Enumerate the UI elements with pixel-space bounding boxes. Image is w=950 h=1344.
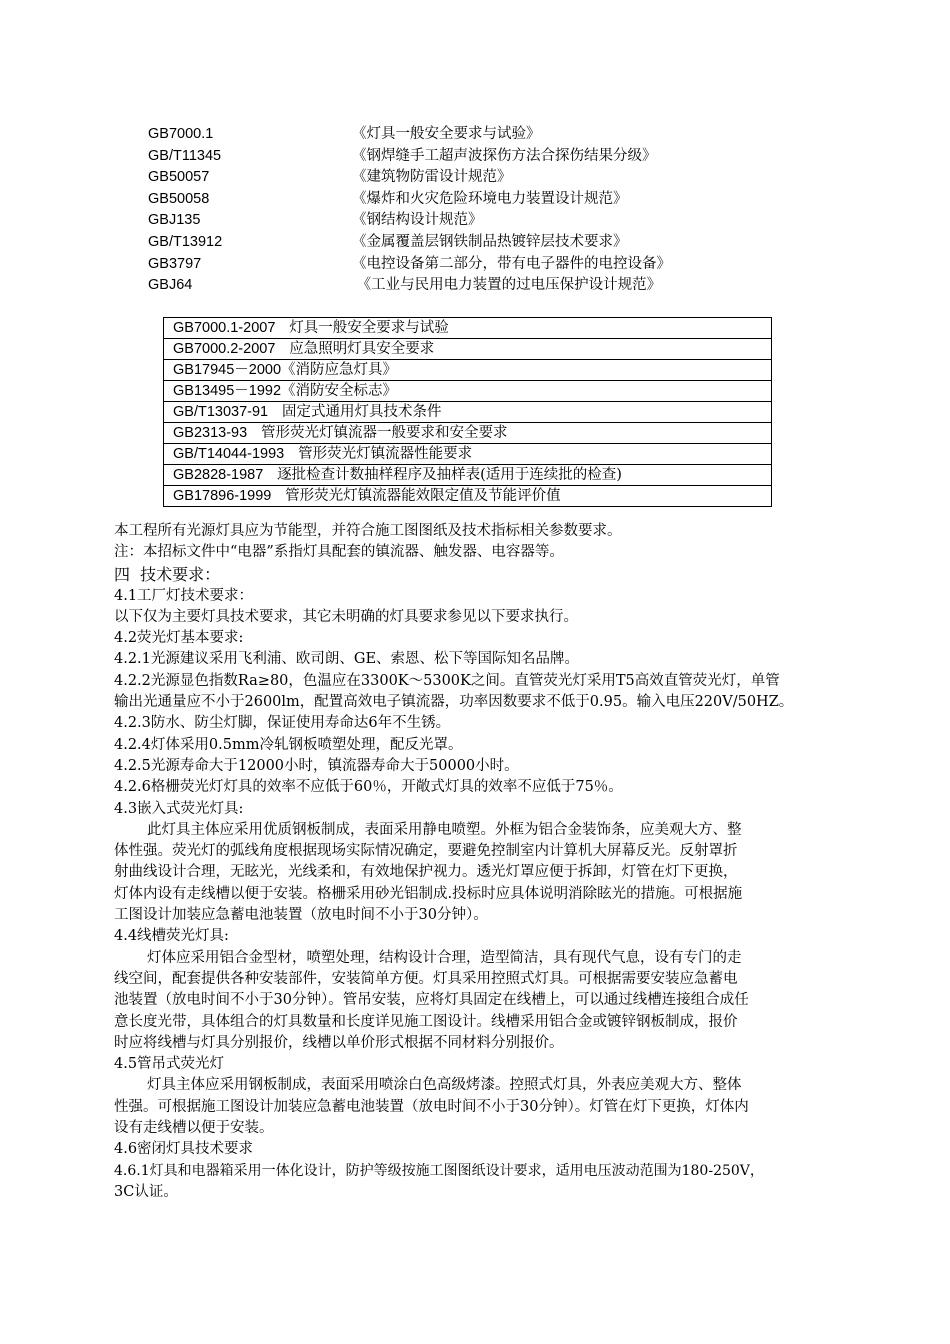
paragraph-4-2-2-line1: 4.2.2光源显色指数Ra≥80，色温应在3300K～5300K之间。直管荧光灯采用T5高效直管荧光灯，单管 bbox=[114, 672, 780, 689]
standard-title: 《消防安全标志》 bbox=[281, 383, 398, 399]
heading-4-4: 4.4线槽荧光灯具: bbox=[114, 928, 229, 945]
standard-title: 《金属覆盖层钢铁制品热镀锌层技术要求》 bbox=[352, 233, 628, 250]
table-cell bbox=[164, 318, 772, 339]
standard-code: GB50058 bbox=[148, 190, 210, 207]
table-cell bbox=[164, 381, 772, 402]
standards-list-row bbox=[148, 124, 848, 146]
standard-title: 管形荧光灯镇流器性能要求 bbox=[284, 446, 473, 462]
body-text bbox=[114, 521, 846, 1203]
standard-title: 《电控设备第二部分，带有电子器件的电控设备》 bbox=[352, 255, 671, 272]
standard-code: GB/T13912 bbox=[148, 233, 223, 250]
heading-4-5: 4.5管吊式荧光灯 bbox=[114, 1056, 225, 1073]
standard-code: GB3797 bbox=[148, 255, 202, 272]
paragraph-energy: 本工程所有光源灯具应为节能型，并符合施工图图纸及技术指标相关参数要求。 bbox=[114, 523, 622, 539]
standard-code: GB/T11345 bbox=[148, 147, 222, 164]
table-row bbox=[164, 444, 772, 465]
heading-4-2: 4.2荧光灯基本要求: bbox=[114, 630, 244, 647]
standard-code: GB17945－2000 bbox=[173, 362, 282, 378]
paragraph-4-4-line3: 池装置（放电时间不小于30分钟）。管吊安装，应将灯具固定在线槽上，可以通过线槽连接组合成任 bbox=[114, 992, 749, 1009]
paragraph-4-1: 以下仅为主要灯具技术要求，其它未明确的灯具要求参见以下要求执行。 bbox=[114, 608, 578, 625]
table-row bbox=[164, 360, 772, 381]
standard-title: 管形荧光灯镇流器一般要求和安全要求 bbox=[247, 425, 508, 441]
standards-list-row bbox=[148, 254, 848, 276]
table-row bbox=[164, 423, 772, 444]
standards-list-row bbox=[148, 189, 848, 211]
table-row bbox=[164, 465, 772, 486]
paragraph-4-2-4: 4.2.4灯体采用0.5mm冷轧钢板喷塑处理，配反光罩。 bbox=[114, 736, 463, 753]
table-cell bbox=[164, 339, 772, 360]
table-row bbox=[164, 402, 772, 423]
standard-title: 固定式通用灯具技术条件 bbox=[268, 404, 442, 420]
standard-code: GB7000.1-2007 bbox=[173, 320, 276, 336]
standard-code: GB2828-1987 bbox=[173, 467, 264, 483]
paragraph-4-5-line1: 灯具主体应采用钢板制成，表面采用喷涂白色高级烤漆。控照式灯具，外表应美观大方、整体 bbox=[147, 1077, 742, 1094]
heading-4-3: 4.3嵌入式荧光灯具: bbox=[114, 800, 244, 817]
standard-code: GBJ64 bbox=[148, 277, 193, 294]
paragraph-4-2-2-line2: 输出光通量应不小于2600lm，配置高效电子镇流器，功率因数要求不低于0.95。输入电压220V/50HZ。 bbox=[114, 694, 794, 711]
standard-title: 《钢焊缝手工超声波探伤方法合探伤结果分级》 bbox=[352, 147, 657, 164]
paragraph-4-3-line1: 此灯具主体应采用优质钢板制成，表面采用静电喷塑。外框为铝合金装饰条，应美观大方、整 bbox=[147, 821, 742, 838]
paragraph-4-5-line2: 性强。可根据施工图设计加装应急蓄电池装置（放电时间不小于30分钟）。灯管在灯下更换，灯体内 bbox=[114, 1098, 749, 1115]
standard-title: 《消防应急灯具》 bbox=[281, 362, 398, 378]
table-cell bbox=[164, 465, 772, 486]
standard-code: GB2313-93 bbox=[173, 425, 248, 441]
standard-title: 《建筑物防雷设计规范》 bbox=[352, 169, 512, 186]
table-cell bbox=[164, 402, 772, 423]
table-cell bbox=[164, 444, 772, 465]
paragraph-note: 注：本招标文件中“电器”系指灯具配套的镇流器、触发器、电容器等。 bbox=[114, 544, 564, 561]
standards-list-row bbox=[148, 232, 848, 254]
standard-code: GB7000.1 bbox=[148, 126, 214, 142]
standard-title: 《爆炸和火灾危险环境电力装置设计规范》 bbox=[352, 190, 628, 207]
standard-code: GB50057 bbox=[148, 169, 210, 186]
heading-4-1: 4.1工厂灯技术要求： bbox=[114, 587, 254, 604]
standard-code: GB13495－1992 bbox=[173, 383, 282, 399]
standard-title: 《工业与民用电力装置的过电压保护设计规范》 bbox=[352, 277, 662, 294]
paragraph-4-3-line2: 体性强。荧光灯的弧线角度根据现场实际情况确定，要避免控制室内计算机大屏幕反光。反射罩折 bbox=[114, 843, 738, 860]
paragraph-4-3-line3: 射曲线设计合理，无眩光，光线柔和，有效地保护视力。透光灯罩应便于拆卸，灯管在灯下更换， bbox=[114, 864, 738, 881]
paragraph-4-2-6: 4.2.6格栅荧光灯灯具的效率不应低于60％，开敞式灯具的效率不应低于75％。 bbox=[114, 779, 623, 796]
paragraph-4-4-line4: 意长度光带，具体组合的灯具数量和长度详见施工图设计。线槽采用铝合金或镀锌钢板制成，报价 bbox=[114, 1013, 738, 1030]
paragraph-4-2-1: 4.2.1光源建议采用飞利浦、欧司朗、GE、索恩、松下等国际知名品牌。 bbox=[114, 651, 580, 668]
section-heading-4: 四 技术要求： bbox=[114, 564, 221, 584]
standard-title: 逐批检查计数抽样程序及抽样表(适用于连续批的检查) bbox=[263, 467, 622, 483]
standard-code: GB17896-1999 bbox=[173, 488, 272, 504]
standard-title: 灯具一般安全要求与试验 bbox=[275, 320, 449, 336]
paragraph-4-2-5: 4.2.5光源寿命大于12000小时，镇流器寿命大于50000小时。 bbox=[114, 757, 519, 774]
standards-list-row bbox=[148, 210, 848, 232]
standard-code: GB7000.2-2007 bbox=[173, 341, 276, 357]
standards-table bbox=[163, 317, 772, 507]
standards-list-row bbox=[148, 275, 848, 297]
standard-code: GBJ135 bbox=[148, 212, 201, 229]
standard-title: 《灯具一般安全要求与试验》 bbox=[352, 126, 541, 142]
paragraph-4-4-line5: 时应将线槽与灯具分别报价，线槽以单价形式根据不同材料分别报价。 bbox=[114, 1034, 564, 1051]
heading-4-6: 4.6密闭灯具技术要求 bbox=[114, 1141, 254, 1158]
standards-list-row bbox=[148, 146, 848, 168]
standards-list-row bbox=[148, 167, 848, 189]
paragraph-4-6-1-line1: 4.6.1灯具和电器箱采用一体化设计，防护等级按施工图图纸设计要求，适用电压波动范围为180-250V， bbox=[114, 1162, 764, 1179]
paragraph-4-2-3: 4.2.3防水、防尘灯脚，保证使用寿命达6年不生锈。 bbox=[114, 715, 451, 732]
standard-title: 管形荧光灯镇流器能效限定值及节能评价值 bbox=[271, 488, 561, 504]
standard-code: GB/T13037-91 bbox=[173, 404, 269, 420]
table-row bbox=[164, 318, 772, 339]
standards-list bbox=[148, 124, 848, 297]
paragraph-4-5-line3: 设有走线槽以便于安装。 bbox=[114, 1120, 274, 1137]
standard-title: 《钢结构设计规范》 bbox=[352, 212, 483, 229]
table-cell bbox=[164, 360, 772, 381]
table-cell bbox=[164, 486, 772, 507]
paragraph-4-3-line5: 工图设计加装应急蓄电池装置（放电时间不小于30分钟）。 bbox=[114, 907, 488, 924]
paragraph-4-4-line1: 灯体应采用铝合金型材，喷塑处理，结构设计合理，造型简洁，具有现代气息，设有专门的走 bbox=[147, 949, 742, 966]
paragraph-4-3-line4: 灯体内设有走线槽以便于安装。格栅采用砂光铝制成.投标时应具体说明消除眩光的措施。可根据施 bbox=[114, 885, 743, 902]
paragraph-4-4-line2: 线空间，配套提供各种安装部件，安装简单方便。灯具采用控照式灯具。可根据需要安装应急蓄电 bbox=[114, 970, 738, 987]
table-cell bbox=[164, 423, 772, 444]
standard-title: 应急照明灯具安全要求 bbox=[275, 341, 435, 357]
standard-code: GB/T14044-1993 bbox=[173, 446, 285, 462]
table-row bbox=[164, 339, 772, 360]
table-row bbox=[164, 486, 772, 507]
paragraph-4-6-1-line2: 3C认证。 bbox=[114, 1183, 178, 1200]
table-row bbox=[164, 381, 772, 402]
